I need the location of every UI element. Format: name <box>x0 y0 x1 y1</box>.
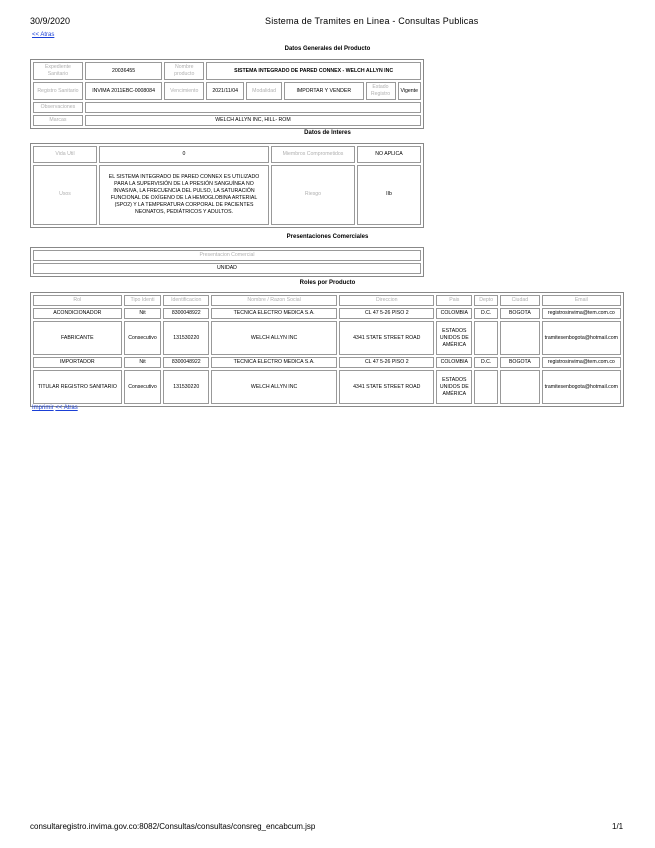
presentations-table <box>30 247 424 277</box>
city-cell: BOGOTA <box>500 308 540 319</box>
dept-cell <box>474 370 498 404</box>
general-data-table <box>30 59 424 129</box>
estado-value: Vigente <box>398 82 422 100</box>
nombre-value: SISTEMA INTEGRADO DE PARED CONNEX - WELCH ALLYN INC <box>206 62 421 80</box>
footer-page-number: 1/1 <box>612 822 624 831</box>
roles-header-tipo: Tipo Identi <box>124 295 162 306</box>
modalidad-value: IMPORTAR Y VENDER <box>284 82 363 100</box>
footer-url: consultaregistro.invima.gov.co:8082/Consultas/consultas/consreg_encabcum.jsp <box>30 822 316 831</box>
observaciones-value <box>85 102 421 113</box>
presentations-section-title: Presentaciones Comerciales <box>286 234 369 240</box>
vida-util-label: Vida Util <box>33 146 97 163</box>
dept-cell: D.C. <box>474 357 498 368</box>
expediente-label: Expediente Sanitario <box>33 62 83 80</box>
interest-data-table <box>30 143 424 228</box>
table-row <box>33 357 621 368</box>
id-cell: 8300048922 <box>163 357 209 368</box>
address-cell: CL 47 5-26 PISO 2 <box>339 308 434 319</box>
miembros-label: Miembros Comprometidos <box>271 146 355 163</box>
role-cell: TITULAR REGISTRO SANITARIO <box>33 370 122 404</box>
role-cell: ACONDICIONADOR <box>33 308 122 319</box>
address-cell: 4341 STATE STREET ROAD <box>339 370 434 404</box>
role-cell: FABRICANTE <box>33 321 122 355</box>
id-type-cell: Nit <box>124 308 162 319</box>
email-cell: registrosinvima@tem.com.co <box>542 308 621 319</box>
bottom-links <box>32 405 78 411</box>
expediente-value: 20036455 <box>85 62 162 80</box>
general-section-title: Datos Generales del Producto <box>284 46 371 52</box>
riesgo-label: Riesgo <box>271 165 355 225</box>
modalidad-label: Modalidad <box>246 82 282 100</box>
marcas-label: Marcas <box>33 115 83 126</box>
email-cell: registrosinvima@tem.com.co <box>542 357 621 368</box>
roles-header-identificacion: Identificacion <box>163 295 209 306</box>
roles-header-pais: Pais <box>436 295 472 306</box>
address-cell: CL 47 5-26 PISO 2 <box>339 357 434 368</box>
marcas-value: WELCH ALLYN INC, HILL- ROM <box>85 115 421 126</box>
dept-cell: D.C. <box>474 308 498 319</box>
presentation-value: UNIDAD <box>33 263 421 274</box>
vida-util-value: 0 <box>99 146 269 163</box>
country-cell: ESTADOS UNIDOS DE AMÉRICA <box>436 321 472 355</box>
roles-header-rol: Rol <box>33 295 122 306</box>
id-type-cell: Consecutivo <box>124 321 162 355</box>
roles-header-depto: Depto <box>474 295 498 306</box>
roles-header-ciudad: Ciudad <box>500 295 540 306</box>
name-cell: TECNICA ELECTRO MEDICA S.A. <box>211 357 337 368</box>
id-cell: 131530220 <box>163 370 209 404</box>
city-cell <box>500 370 540 404</box>
country-cell: ESTADOS UNIDOS DE AMÉRICA <box>436 370 472 404</box>
name-cell: WELCH ALLYN INC <box>211 370 337 404</box>
table-row <box>33 308 621 319</box>
vencimiento-label: Vencimiento <box>164 82 204 100</box>
name-cell: TECNICA ELECTRO MEDICA S.A. <box>211 308 337 319</box>
address-cell: 4341 STATE STREET ROAD <box>339 321 434 355</box>
email-cell: tramitesenbogota@hotmail.com <box>542 321 621 355</box>
print-date: 30/9/2020 <box>30 16 71 26</box>
city-cell <box>500 321 540 355</box>
country-cell: COLOMBIA <box>436 357 472 368</box>
city-cell: BOGOTA <box>500 357 540 368</box>
name-cell: WELCH ALLYN INC <box>211 321 337 355</box>
back-link-top[interactable]: << Atras <box>32 32 55 38</box>
miembros-value: NO APLICA <box>357 146 421 163</box>
id-type-cell: Nit <box>124 357 162 368</box>
id-type-cell: Consecutivo <box>124 370 162 404</box>
roles-header-nombre: Nombre / Razon Social <box>211 295 337 306</box>
registro-label: Registro Sanitario <box>33 82 83 100</box>
roles-table <box>30 292 624 407</box>
estado-label: Estado Registro <box>366 82 396 100</box>
back-link-bottom[interactable]: << Atras <box>55 405 78 411</box>
id-cell: 131530220 <box>163 321 209 355</box>
roles-header-email: Email <box>542 295 621 306</box>
page-header-title: Sistema de Tramites en Linea - Consultas Publicas <box>265 16 479 26</box>
riesgo-value: IIb <box>357 165 421 225</box>
table-row <box>33 370 621 404</box>
dept-cell <box>474 321 498 355</box>
table-row <box>33 321 621 355</box>
country-cell: COLOMBIA <box>436 308 472 319</box>
roles-section-title: Roles por Producto <box>299 280 356 286</box>
email-cell: tramitesenbogota@hotmail.com <box>542 370 621 404</box>
usos-value: EL SISTEMA INTEGRADO DE PARED CONNEX ES UTILIZADO PARA LA SUPERVISIÓN DE LA PRESIÓN SANGUÍNEA NO INVASIVA, LA FRECUENCIA DEL PULSO, LA SATURACIÓN FUNCIONAL DE OXÍGENO DE LA HEMOGLOBINA ARTERIAL (SPO2) Y LA TEMPERATURA CORPORAL DE PACIENTES NEONATOS, PEDIÁTRICOS Y ADULTOS. <box>99 165 269 225</box>
print-link[interactable]: Imprimir <box>32 405 54 411</box>
registro-value: INVIMA 2011EBC-0008084 <box>85 82 162 100</box>
nombre-label: Nombre producto <box>164 62 204 80</box>
id-cell: 8300048922 <box>163 308 209 319</box>
observaciones-label: Observaciones <box>33 102 83 113</box>
vencimiento-value: 2021/11/04 <box>206 82 244 100</box>
usos-label: Usos <box>33 165 97 225</box>
interest-section-title: Datos de Interes <box>304 130 351 136</box>
role-cell: IMPORTADOR <box>33 357 122 368</box>
roles-header-direccion: Direccion <box>339 295 434 306</box>
presentation-header: Presentacion Comercial <box>33 250 421 261</box>
